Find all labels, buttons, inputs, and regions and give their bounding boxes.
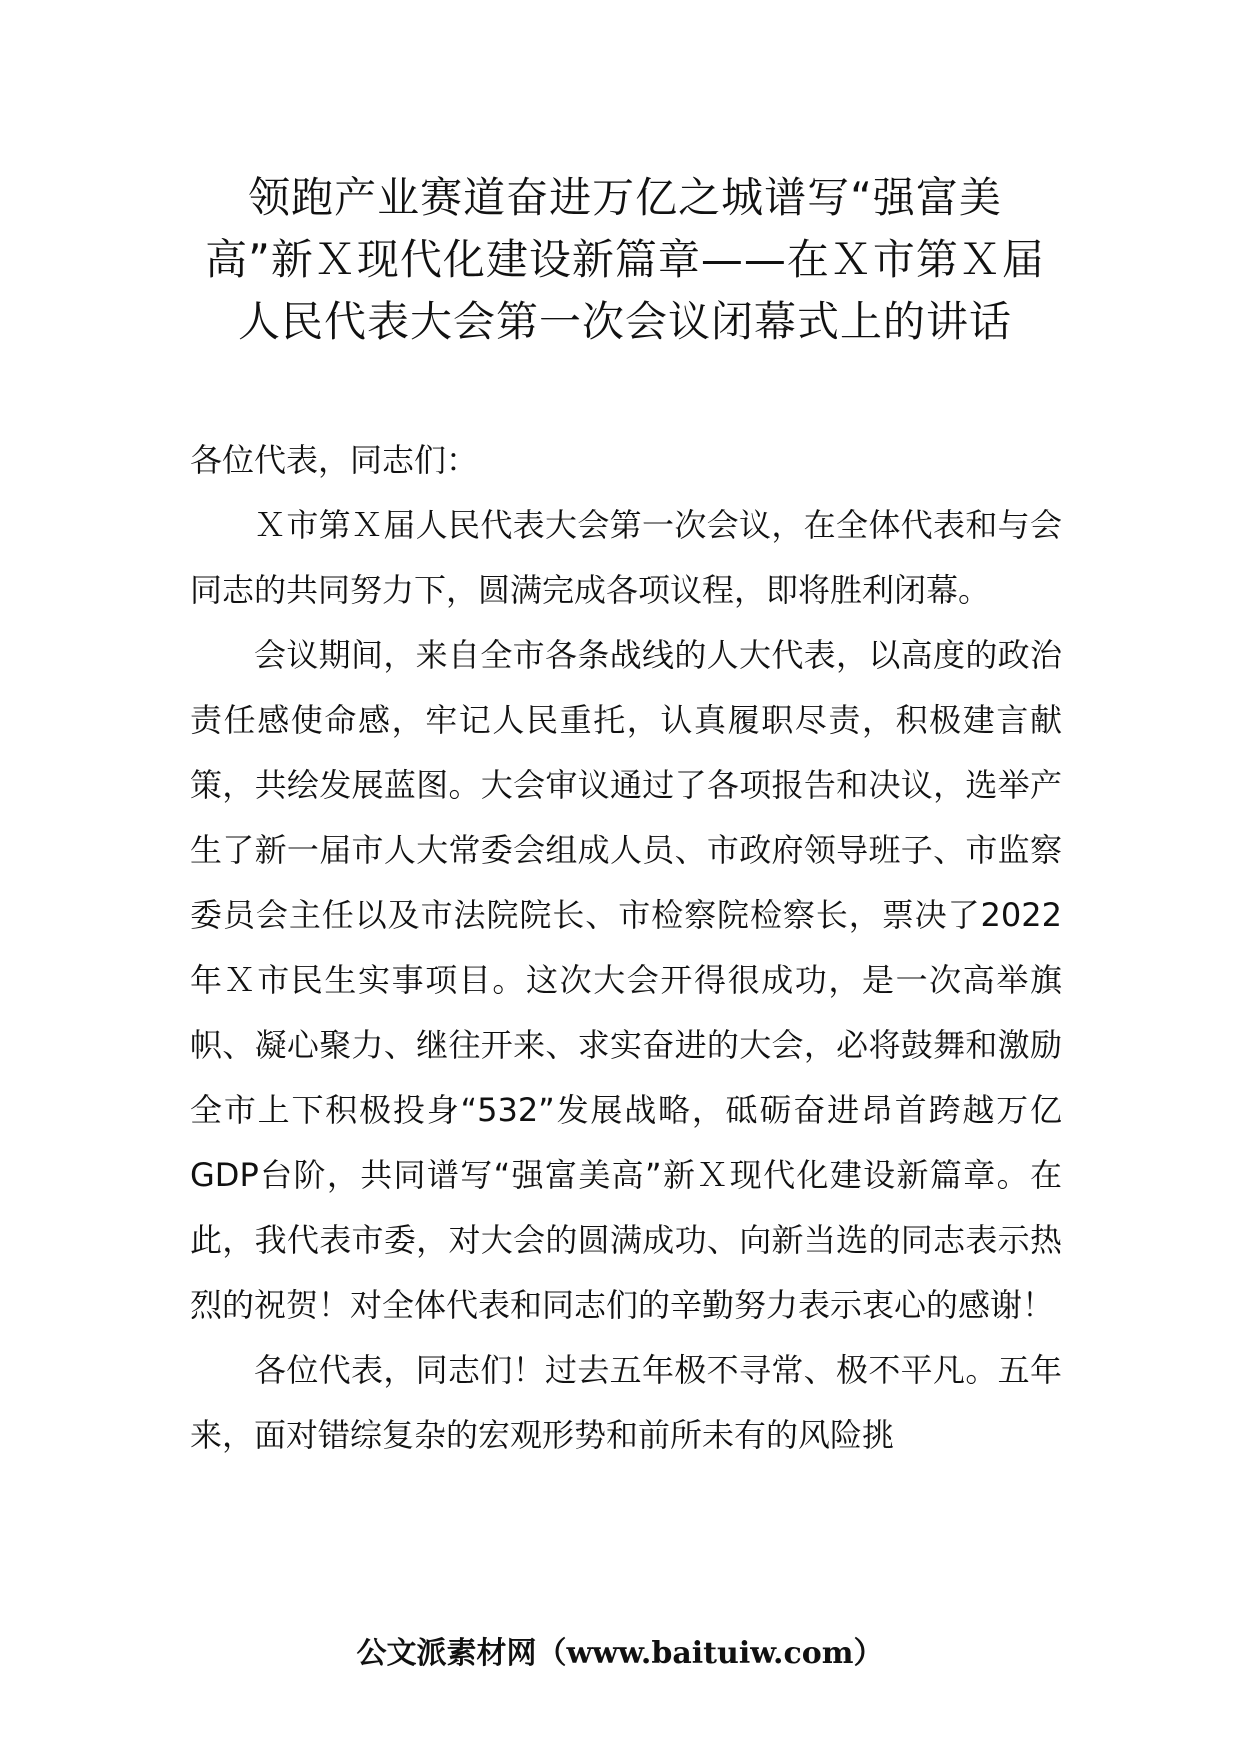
paragraph-2: 会议期间，来自全市各条战线的人大代表，以高度的政治责任感使命感，牢记人民重托，认真履职尽责，积极建言献策，共绘发展蓝图。大会审议通过了各项报告和决议，选举产生了新一届市人大常委会组成人员、市政府领导班子、市监察委员会主任以及市法院院长、市检察院检察长，票决了2022年Ｘ市民生实事项目。这次大会开得很成功，是一次高举旗帜、凝心聚力、继往开来、求实奋进的大会，必将鼓舞和激励全市上下积极投身“532”发展战略，砥砺奋进昂首跨越万亿GDP台阶，共同谱写“强富美高”新Ｘ现代化建设新篇章。在此，我代表市委，对大会的圆满成功、向新当选的同志表示热烈的祝贺！对全体代表和同志们的辛勤努力表示衷心的感谢！ (190, 636, 1062, 1324)
document-title: 领跑产业赛道奋进万亿之城谱写“强富美高”新Ｘ现代化建设新篇章——在Ｘ市第Ｘ届人民代表大会第一次会议闭幕式上的讲话 (205, 173, 1045, 346)
document-body (190, 428, 1062, 1468)
salutation: 各位代表，同志们： (190, 441, 479, 479)
footer-watermark: 公文派素材网（www.baituiw.com） (356, 1636, 884, 1671)
paragraph-3: 各位代表，同志们！过去五年极不寻常、极不平凡。五年来，面对错综复杂的宏观形势和前所未有的风险挑 (190, 1351, 1062, 1454)
paragraph-1: Ｘ市第Ｘ届人民代表大会第一次会议，在全体代表和与会同志的共同努力下，圆满完成各项议程，即将胜利闭幕。 (190, 506, 1062, 609)
